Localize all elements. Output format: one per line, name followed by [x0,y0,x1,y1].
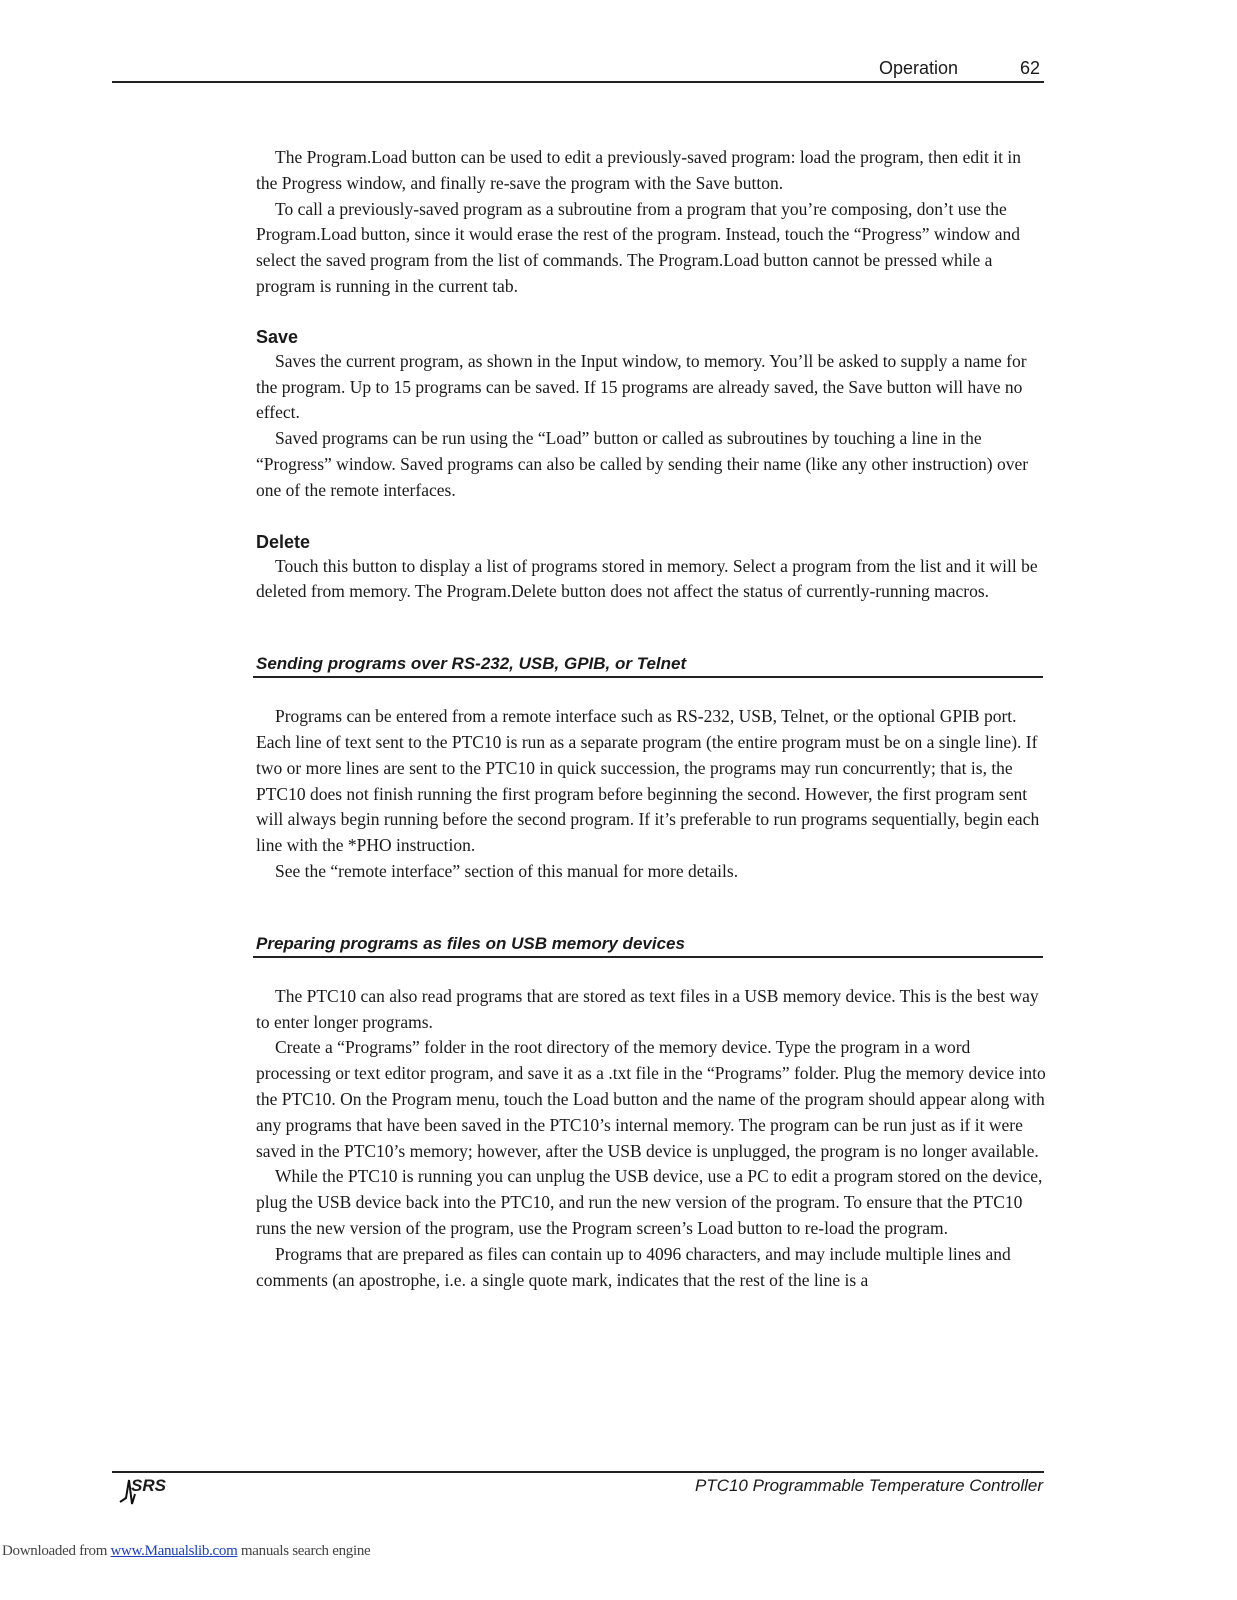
header-title: Operation [879,58,959,78]
header-rule [112,81,1044,83]
preparing-paragraph-3: While the PTC10 is running you can unplug the USB device, use a PC to edit a program stored on the device, plug the USB device back into the PTC10, and run the new version of the program. To ensure that the PTC10 runs the new version of the program, use the Program screen’s Load button to re-load the program. [256,1166,1043,1238]
sending-paragraph-2: See the “remote interface” section of this manual for more details. [275,860,739,881]
intro-paragraph-2: To call a previously-saved program as a subroutine from a program that you’re composing, don’t use the Program.Load button, since it would erase the rest of the program. Instead, touch the “Progress” window and select the saved program from the list of commands. The Program.Load button cannot be pressed while a program is running in the current tab. [256,198,1020,296]
sending-paragraph-1: Programs can be entered from a remote interface such as RS-232, USB, Telnet, or the optional GPIB port. Each line of text sent to the PTC10 is run as a separate program (the entire program must be on a single line). If two or more lines are sent to the PTC10 in quick succession, the programs may run concurrently; that is, the PTC10 does not finish running the first program before beginning the second. However, the first program sent will always begin running before the second program. If it’s preferable to run programs sequentially, begin each line with the *PHO instruction. [256,706,1040,856]
page-content [256,145,1046,1293]
save-paragraph-1: Saves the current program, as shown in the Input window, to memory. You’ll be asked to supply a name for the program. Up to 15 programs can be saved. If 15 programs are already saved, the Save button will have no effect. [256,350,1027,423]
page-number: 62 [1020,58,1041,78]
preparing-section-heading: Preparing programs as files on USB memory devices [253,934,1043,958]
preparing-paragraph-2: Create a “Programs” folder in the root directory of the memory device. Type the program in a word processing or text editor program, and save it as a .txt file in the “Programs” folder. Plug the memory device into the PTC10. On the Program menu, touch the Load button and the name of the program should appear along with any programs that have been saved in the PTC10’s internal memory. The program can be run just as if it were saved in the PTC10’s memory; however, after the USB device is unplugged, the program is no longer available. [256,1037,1046,1161]
save-heading: Save [256,326,299,347]
preparing-paragraph-1: The PTC10 can also read programs that are stored as text files in a USB memory device. This is the best way to enter longer programs. [256,985,1039,1032]
sending-section-heading: Sending programs over RS-232, USB, GPIB, or Telnet [253,654,1043,678]
preparing-paragraph-4: Programs that are prepared as files can contain up to 4096 characters, and may include multiple lines and comments (an apostrophe, i.e. a single quote mark, indicates that the rest of the line is a [256,1243,1011,1290]
intro-paragraph-1: The Program.Load button can be used to edit a previously-saved program: load the program, then edit it in the Progress window, and finally re-save the program with the Save button. [256,147,1021,193]
save-paragraph-2: Saved programs can be run using the “Load” button or called as subroutines by touching a line in the “Progress” window. Saved programs can also be called by sending their name (like any other instruction) over one of the remote interfaces. [256,428,1029,500]
watermark-prefix: Downloaded from [2,1543,111,1559]
manualslib-link[interactable]: www.Manualslib.com [110,1543,238,1559]
delete-paragraph-1: Touch this button to display a list of programs stored in memory. Select a program from the list and it will be deleted from memory. The Program.Delete button does not affect the status of currently-running macros. [256,555,1038,602]
delete-heading: Delete [256,531,311,552]
footer-logo-text: SRS [131,1476,166,1495]
watermark-suffix: manuals search engine [237,1543,371,1559]
footer-rule [112,1471,1044,1473]
download-watermark [2,1543,370,1560]
footer-title: PTC10 Programmable Temperature Controller [694,1476,1043,1495]
